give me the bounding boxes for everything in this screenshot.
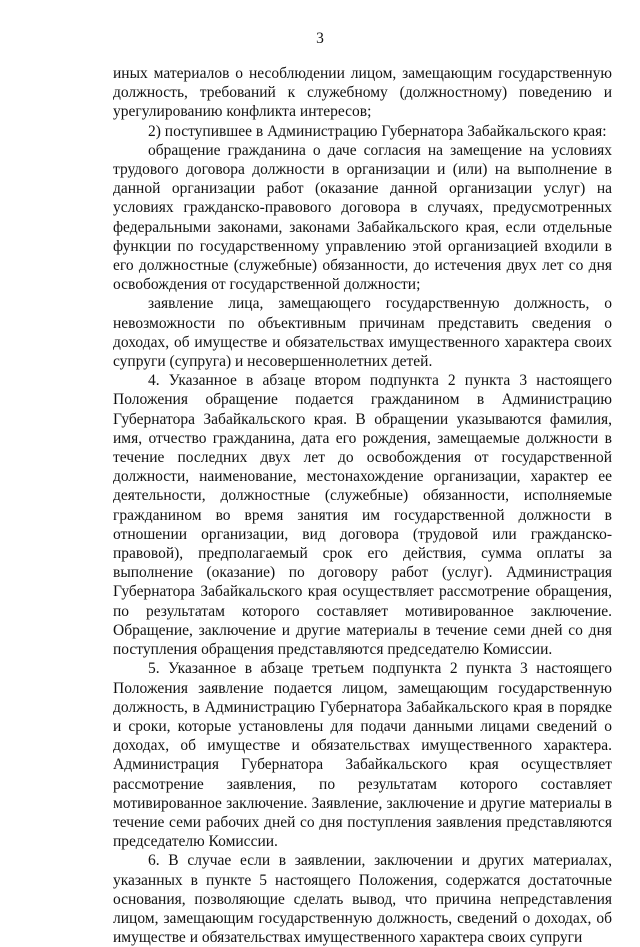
- paragraph-item-4: 4. Указанное в абзаце втором подпункта 2 пункта 3 настоящего Положения обращение подается гражданином в Администрацию Губернатора Забайкальского края. В обращении указываются фамилия, имя, отчество гражданина, дата его рождения, замещаемые должности в течение последних двух лет до освобождения от государственной должности, наименование, местонахождение организации, характер ее деятельности, должностные (служебные) обязанности, исполняемые гражданином во время занятия им государственной должности в отношении организации, вид договора (трудовой или гражданско-правовой), предполагаемый срок его действия, сумма оплаты за выполнение (оказание) по договору работ (услуг). Администрация Губернатора Забайкальского края осуществляет рассмотрение обращения, по результатам которого составляет мотивированное заключение. Обращение, заключение и другие материалы в течение семи дней со дня поступления обращения представляются председателю Комиссии.: [113, 372, 612, 659]
- paragraph-official-statement: заявление лица, замещающего государственную должность, о невозможности по объективным причинам представить сведения о доходах, об имуществе и обязательствах имущественного характера своих супруги (супруга) и несовершеннолетних детей.: [113, 295, 612, 371]
- paragraph-subitem-2: 2) поступившее в Администрацию Губернатора Забайкальского края:: [148, 122, 607, 140]
- document-body: [113, 64, 612, 947]
- paragraph-continuation: иных материалов о несоблюдении лицом, замещающим государственную должность, требований к служебному (должностному) поведению и урегулированию конфликта интересов;: [113, 65, 612, 121]
- paragraph-item-5: 5. Указанное в абзаце третьем подпункта 2 пункта 3 настоящего Положения заявление подается лицом, замещающим государственную должность, в Администрацию Губернатора Забайкальского края в порядке и сроки, которые установлены для подачи данными лицами сведений о доходах, об имуществе и обязательствах имущественного характера. Администрация Губернатора Забайкальского края осуществляет рассмотрение заявления, по результатам которого составляет мотивированное заключение. Заявление, заключение и другие материалы в течение семи рабочих дней со дня поступления заявления представляются председателю Комиссии.: [113, 660, 612, 851]
- paragraph-citizen-appeal: обращение гражданина о даче согласия на замещение на условиях трудового договора должности в организации и (или) на выполнение в данной организации работ (оказание данной организации услуг) на условиях гражданско-правового договора в случаях, предусмотренных федеральными законами, законами Забайкальского края, если отдельные функции по государственному управлению этой организацией входили в его должностные (служебные) обязанности, до истечения двух лет со дня освобождения от государственной должности;: [113, 141, 612, 294]
- page-number: 3: [316, 30, 324, 47]
- paragraph-item-6: 6. В случае если в заявлении, заключении и других материалах, указанных в пункте 5 настоящего Положения, содержатся достаточные основания, позволяющие сделать вывод, что причина непредставления лицом, замещающим государственную должность, сведений о доходах, об имуществе и обязательствах имущественного характера своих супруги: [113, 852, 612, 947]
